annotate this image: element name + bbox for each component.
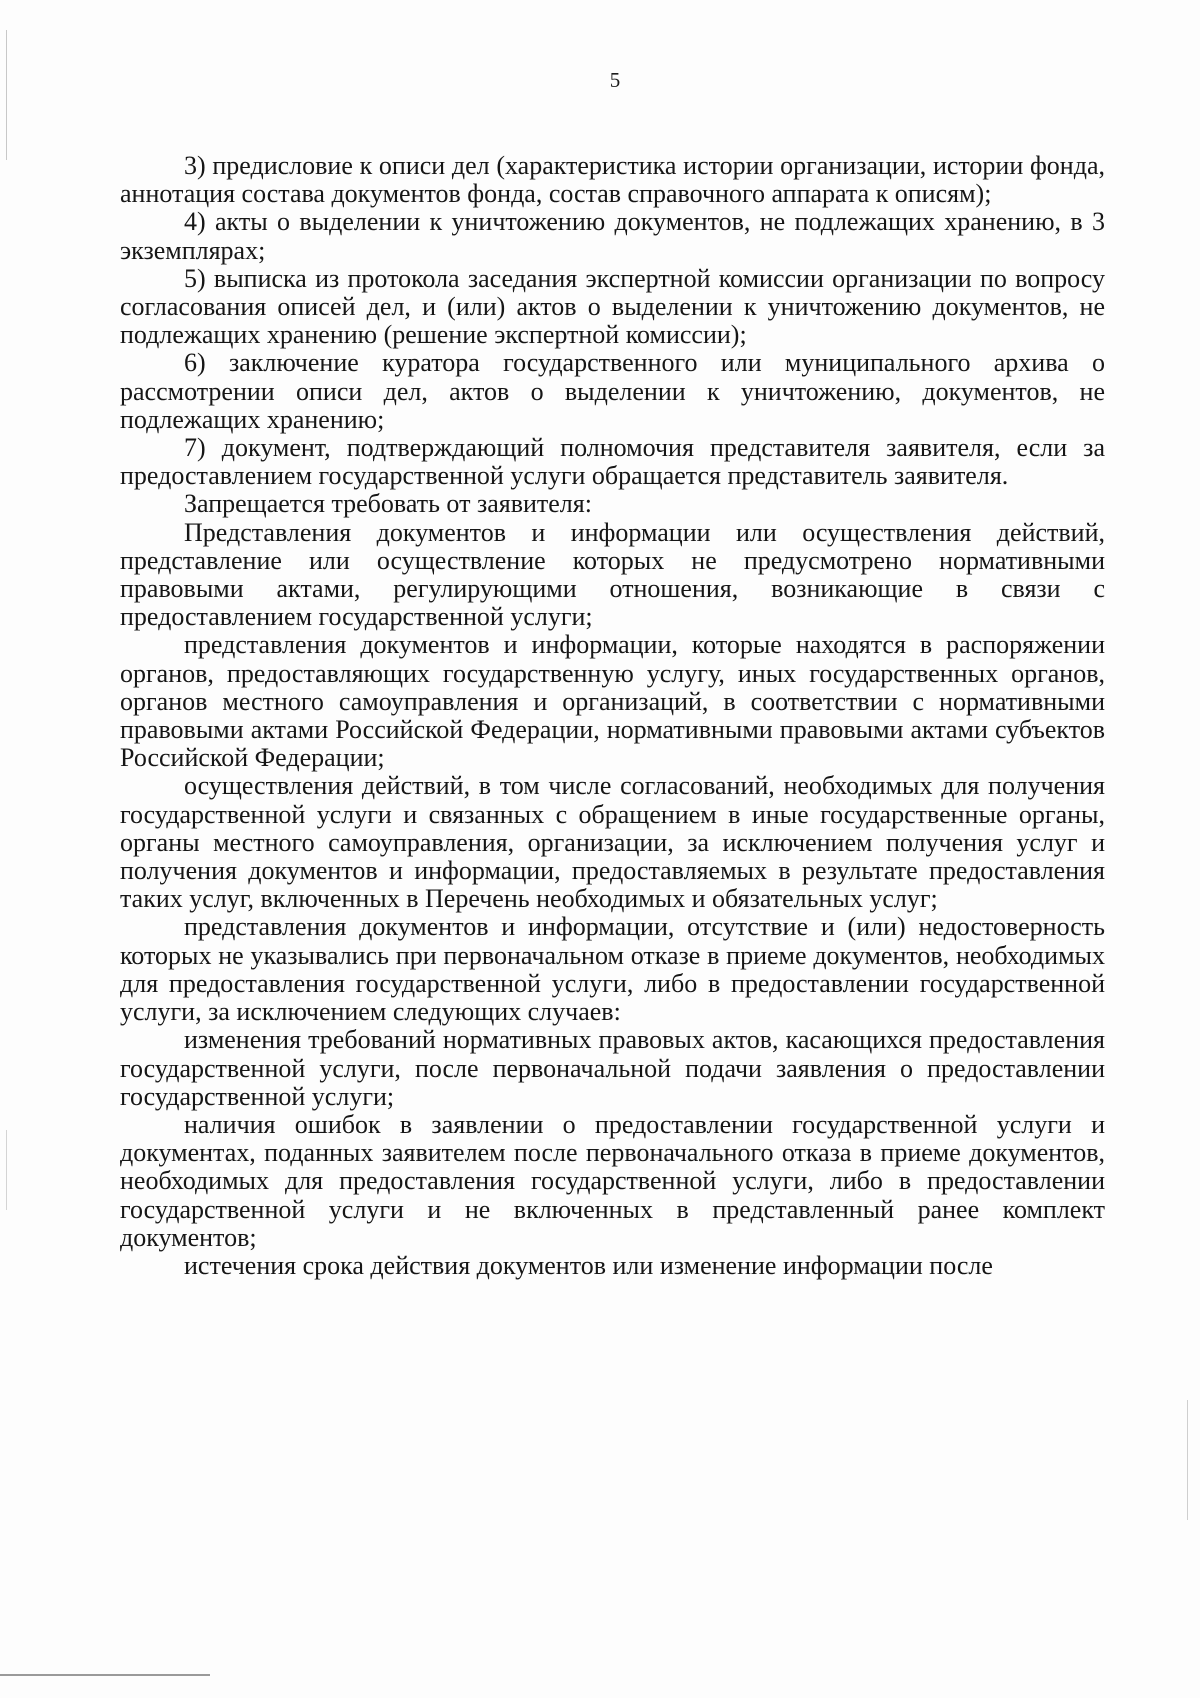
- paragraph-item-6: 6) заключение куратора государственного или муниципального архива о рассмотрении описи дел, актов о выделении к уничтожению, документов, не подлежащих хранению;: [120, 348, 1105, 434]
- paragraph-prohibition-2: представления документов и информации, которые находятся в распоряжении органов, предоставляющих государственную услугу, иных государственных органов, органов местного самоуправления и организаций, в соответствии с нормативными правовыми актами Российской Федерации, нормативными правовыми актами субъектов Российской Федерации;: [120, 630, 1105, 773]
- paragraph-exception-3: истечения срока действия документов или изменение информации после: [184, 1250, 993, 1280]
- page-number: 5: [609, 68, 621, 92]
- scan-edge-mark: [6, 1130, 7, 1210]
- paragraph-item-7: 7) документ, подтверждающий полномочия представителя заявителя, если за предоставлением государственной услуги обращается представитель заявителя.: [120, 433, 1105, 491]
- paragraph-prohibition-4: представления документов и информации, отсутствие и (или) недостоверность которых не указывались при первоначальном отказе в приеме документов, необходимых для предоставления государственной услуги, либо в предоставлении государственной услуги, за исключением следующих случаев:: [120, 912, 1105, 1027]
- paragraph-exception-2: наличия ошибок в заявлении о предоставлении государственной услуги и документах, поданных заявителем после первоначального отказа в приеме документов, необходимых для предоставления государственной услуги, либо в предоставлении государственной услуги и не включенных в представленный ранее комплект документов;: [120, 1109, 1105, 1252]
- paragraph-item-5: 5) выписка из протокола заседания экспертной комиссии организации по вопросу согласования описей дел, и (или) актов о выделении к уничтожению документов, не подлежащих хранению (решение экспертной комиссии);: [120, 263, 1105, 350]
- paragraph-item-4: 4) акты о выделении к уничтожению документов, не подлежащих хранению, в 3 экземплярах;: [120, 207, 1105, 265]
- scan-edge-mark: [0, 1674, 210, 1676]
- paragraph-prohibition-intro: Запрещается требовать от заявителя:: [184, 489, 592, 519]
- paragraph-item-3: 3) предисловие к описи дел (характеристика истории организации, истории фонда, аннотация состава документов фонда, состав справочного аппарата к описям);: [120, 151, 1105, 209]
- paragraph-exception-1: изменения требований нормативных правовых актов, касающихся предоставления государственной услуги, после первоначальной подачи заявления о предоставлении государственной услуги;: [120, 1025, 1105, 1111]
- document-body: [120, 152, 1105, 1280]
- scan-edge-mark: [6, 30, 7, 160]
- paragraph-prohibition-1: Представления документов и информации или осуществления действий, представление или осуществление которых не предусмотрено нормативными правовыми актами, регулирующими отношения, возникающие в связи с предоставлением государственной услуги;: [120, 517, 1105, 632]
- scan-edge-mark: [1187, 1400, 1188, 1520]
- paragraph-prohibition-3: осуществления действий, в том числе согласований, необходимых для получения государственной услуги и связанных с обращением в иные государственные органы, органы местного самоуправления, организации, за исключением получения услуг и получения документов и информации, предоставляемых в результате предоставления таких услуг, включенных в Перечень необходимых и обязательных услуг;: [120, 771, 1105, 914]
